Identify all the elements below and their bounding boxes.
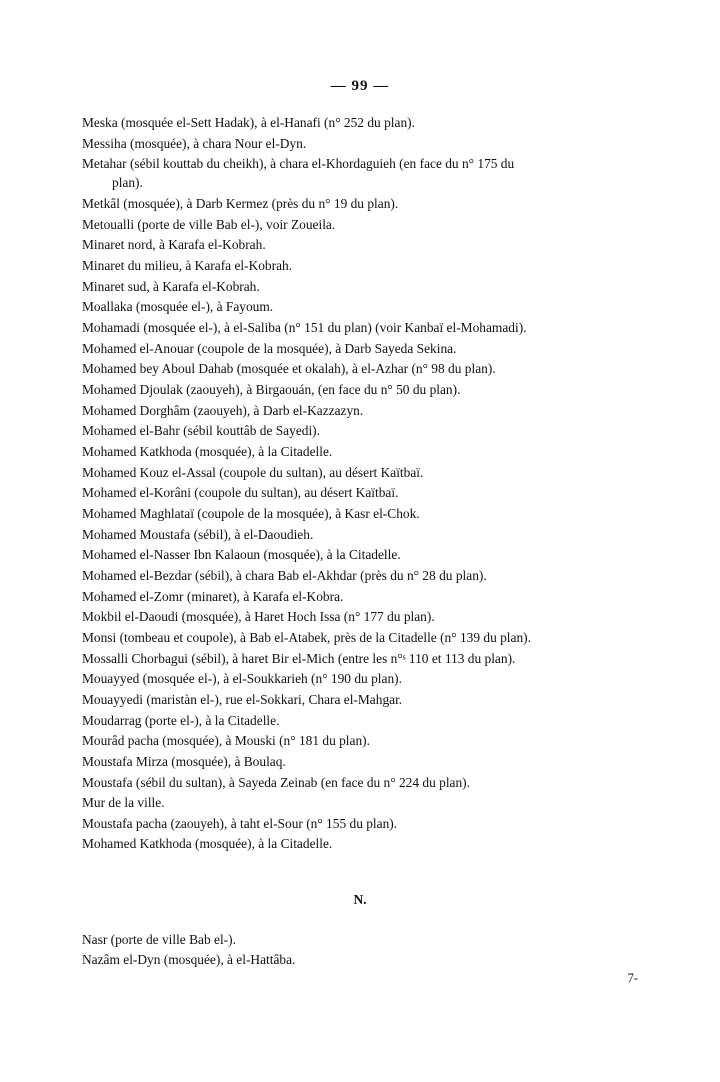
entry-text: Nasr (porte de ville Bab el-).	[82, 931, 236, 947]
entry-text: Mohamed Dorghâm (zaouyeh), à Darb el-Kazzazyn.	[82, 402, 364, 418]
entry-text: Mohamed el-Nasser Ibn Kalaoun (mosquée), à la Citadelle.	[82, 547, 401, 563]
entry-text: Mohamed Moustafa (sébil), à el-Daoudieh.	[82, 526, 314, 542]
index-entry	[82, 235, 638, 254]
index-entry	[82, 793, 638, 812]
index-entry	[82, 545, 638, 564]
entry-text: Mohamed el-Anouar (coupole de la mosquée), à Darb Sayeda Sekina.	[82, 340, 457, 356]
entry-text: Mohamadi (mosquée el-), à el-Saliba (n° 151 du plan) (voir Kanbaï el-Mohamadi).	[82, 320, 527, 336]
index-entry	[82, 359, 638, 378]
entry-text: Metkâl (mosquée), à Darb Kermez (près du n° 19 du plan).	[82, 196, 399, 212]
entry-text: Mourâd pacha (mosquée), à Mouski (n° 181 du plan).	[82, 733, 370, 749]
index-entry	[82, 113, 638, 132]
folio-signature: 7-	[627, 971, 638, 985]
entry-text: Mokbil el-Daoudi (mosquée), à Haret Hoch Issa (n° 177 du plan).	[82, 609, 435, 625]
index-entry	[82, 154, 638, 192]
entry-text: Minaret du milieu, à Karafa el-Kobrah.	[82, 258, 293, 274]
index-entry	[82, 587, 638, 606]
entry-text: Monsi (tombeau et coupole), à Bab el-Atabek, près de la Citadelle (n° 139 du plan).	[82, 629, 531, 645]
index-entry	[82, 463, 638, 482]
index-entry	[82, 256, 638, 275]
index-entry	[82, 134, 638, 153]
index-entry	[82, 194, 638, 213]
entry-continuation: plan).	[112, 175, 143, 191]
index-entry	[82, 950, 638, 969]
index-entry	[82, 649, 638, 668]
index-entry	[82, 566, 638, 585]
index-entry	[82, 339, 638, 358]
entry-text: Messiha (mosquée), à chara Nour el-Dyn.	[82, 135, 307, 151]
entry-text: Nazâm el-Dyn (mosquée), à el-Hattâba.	[82, 952, 296, 968]
entry-text: Moudarrag (porte el-), à la Citadelle.	[82, 712, 280, 728]
entry-text: Mouayyed (mosquée el-), à el-Soukkarieh (n° 190 du plan).	[82, 671, 402, 687]
entry-text: Mohamed Maghlataï (coupole de la mosquée), à Kasr el-Chok.	[82, 505, 420, 521]
index-entry	[82, 773, 638, 792]
index-entries-section-n	[82, 930, 638, 970]
entry-text: Mohamed Kouz el-Assal (coupole du sultan), au désert Kaïtbaï.	[82, 464, 424, 480]
page-number-header: — 99 —	[330, 78, 390, 94]
index-entry	[82, 525, 638, 544]
entry-text: Mohamed bey Aboul Dahab (mosquée et okalah), à el-Azhar (n° 98 du plan).	[82, 361, 496, 377]
entry-text: Mur de la ville.	[82, 795, 165, 811]
section-letter-heading: N.	[353, 891, 367, 907]
index-entry	[82, 731, 638, 750]
entry-text: Mossalli Chorbagui (sébil), à haret Bir el-Mich (entre les n°ˢ 110 et 113 du plan).	[82, 650, 516, 666]
index-entry	[82, 930, 638, 949]
entry-text: Mohamed Katkhoda (mosquée), à la Citadelle.	[82, 836, 333, 852]
index-entry	[82, 834, 638, 853]
index-entry	[82, 752, 638, 771]
entry-text: Mohamed Djoulak (zaouyeh), à Birgaouán, (en face du n° 50 du plan).	[82, 382, 461, 398]
index-entry	[82, 607, 638, 626]
index-entry	[82, 690, 638, 709]
entry-text: Moustafa pacha (zaouyeh), à taht el-Sour (n° 155 du plan).	[82, 815, 398, 831]
entry-text: Mohamed el-Korâni (coupole du sultan), au désert Kaïtbaï.	[82, 485, 399, 501]
index-entry	[82, 628, 638, 647]
entry-text: Mohamed el-Bezdar (sébil), à chara Bab el-Akhdar (près du n° 28 du plan).	[82, 567, 487, 583]
entry-text: Mouayyedi (maristàn el-), rue el-Sokkari, Chara el-Mahgar.	[82, 691, 403, 707]
index-entry	[82, 401, 638, 420]
index-entry	[82, 814, 638, 833]
index-entry	[82, 297, 638, 316]
index-entries-section-m	[82, 113, 638, 854]
index-entry	[82, 380, 638, 399]
entry-text: Meska (mosquée el-Sett Hadak), à el-Hanafi (n° 252 du plan).	[82, 115, 415, 130]
entry-text: Moallaka (mosquée el-), à Fayoum.	[82, 299, 274, 315]
entry-text: Mohamed Katkhoda (mosquée), à la Citadelle.	[82, 444, 333, 459]
entry-text: Metahar (sébil kouttab du cheikh), à chara el-Khordaguieh (en face du n° 175 du	[82, 156, 515, 172]
index-entry	[82, 442, 638, 461]
index-entry	[82, 504, 638, 523]
entry-text: Minaret sud, à Karafa el-Kobrah.	[82, 278, 260, 294]
entry-text: Moustafa (sébil du sultan), à Sayeda Zeinab (en face du n° 224 du plan).	[82, 774, 470, 790]
index-entry	[82, 318, 638, 337]
index-entry	[82, 215, 638, 234]
index-entry	[82, 421, 638, 440]
entry-text: Metoualli (porte de ville Bab el-), voir Zoueila.	[82, 216, 336, 232]
entry-text: Moustafa Mirza (mosquée), à Boulaq.	[82, 753, 286, 769]
entry-text: Mohamed el-Zomr (minaret), à Karafa el-Kobra.	[82, 588, 344, 604]
index-entry	[82, 669, 638, 688]
entry-text: Minaret nord, à Karafa el-Kobrah.	[82, 237, 266, 253]
index-entry	[82, 483, 638, 502]
index-entry	[82, 711, 638, 730]
entry-text: Mohamed el-Bahr (sébil kouttâb de Sayedi).	[82, 423, 320, 439]
index-entry	[82, 277, 638, 296]
